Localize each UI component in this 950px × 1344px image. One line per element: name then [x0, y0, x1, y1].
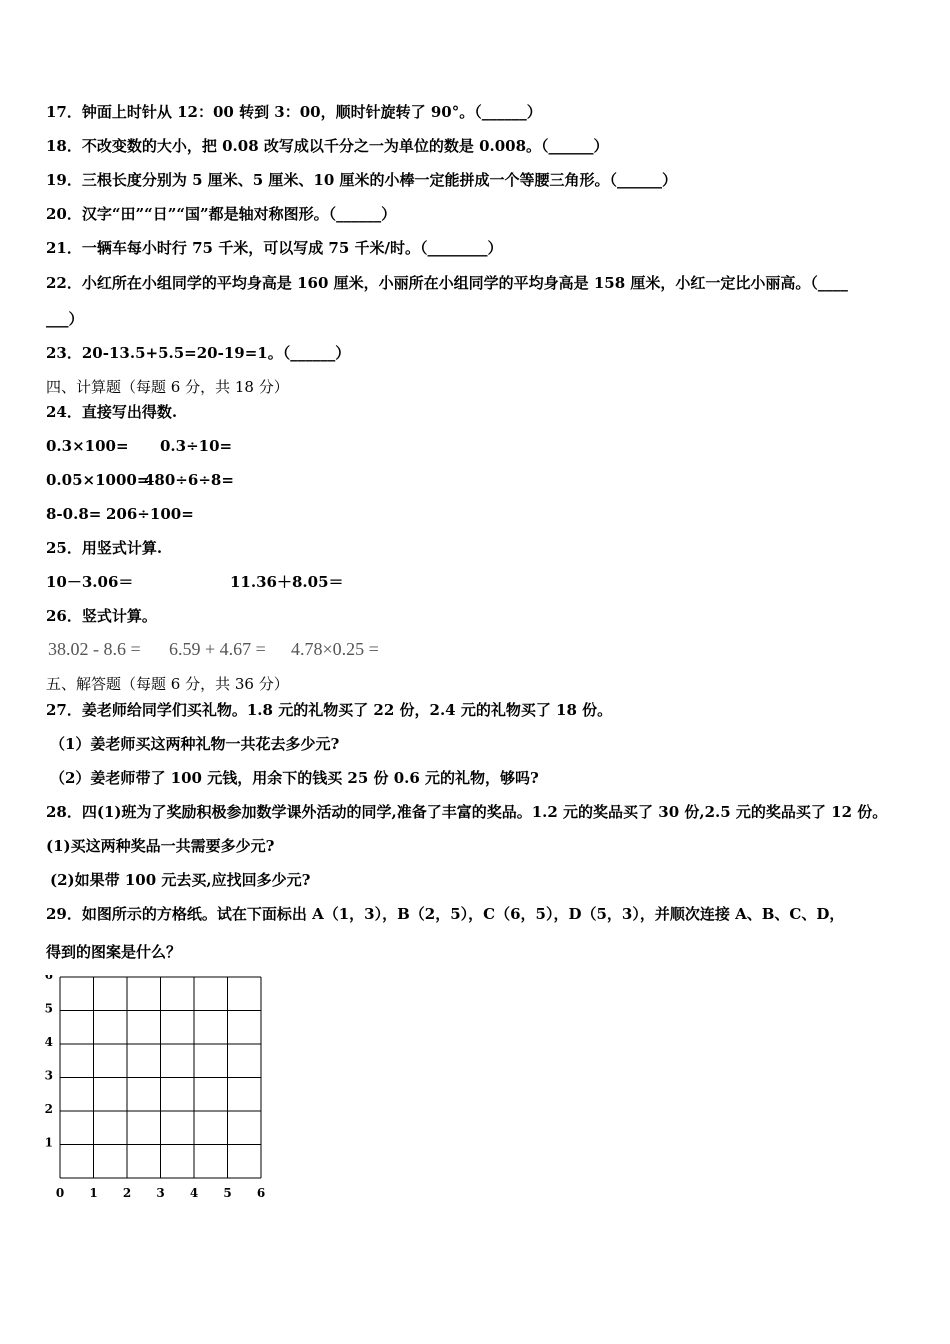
calc-item: 480÷6÷8= [144, 471, 234, 489]
section-5-heading: 五、解答题（每题 6 分，共 36 分） [46, 675, 289, 693]
coordinate-grid [44, 975, 274, 1205]
x-tick-label: 2 [122, 1186, 132, 1200]
x-tick-label: 0 [55, 1186, 65, 1200]
y-tick-label: 5 [44, 1001, 53, 1016]
question-28-part-2: (2)如果带 100 元去买,应找回多少元? [50, 871, 311, 889]
question-18: 18．不改变数的大小，把 0.08 改写成以千分之一为单位的数是 0.008。（______） [46, 137, 609, 155]
question-25: 25．用竖式计算. [46, 539, 163, 557]
question-20: 20．汉字“田”“日”“国”都是轴对称图形。（______） [46, 205, 397, 223]
vertical-calc-item: 10－3.06＝ [46, 573, 134, 591]
x-tick-label: 3 [156, 1186, 165, 1200]
formula-item: 4.78×0.25 = [291, 639, 379, 659]
y-tick-label: 2 [44, 1102, 53, 1116]
question-21: 21．一辆车每小时行 75 千米，可以写成 75 千米/时。（________） [46, 239, 503, 257]
calc-item: 0.3×100= [46, 437, 129, 455]
y-tick-label: 4 [44, 1035, 53, 1049]
question-24: 24．直接写出得数. [46, 403, 178, 421]
question-28-part-1: (1)买这两种奖品一共需要多少元? [46, 837, 275, 855]
y-tick-label: 6 [44, 975, 53, 982]
x-tick-label: 6 [256, 1186, 266, 1200]
y-tick-label: 1 [44, 1135, 53, 1150]
calc-item: 0.3÷10= [160, 437, 233, 455]
question-19: 19．三根长度分别为 5 厘米、5 厘米、10 厘米的小棒一定能拼成一个等腰三角形。（______） [46, 171, 678, 189]
question-27-part-2: （2）姜老师带了 100 元钱，用余下的钱买 25 份 0.6 元的礼物，够吗? [50, 769, 539, 787]
vertical-calc-item: 11.36＋8.05＝ [230, 573, 344, 591]
calc-item: 206÷100= [106, 505, 194, 523]
section-4-heading: 四、计算题（每题 6 分，共 18 分） [46, 378, 289, 396]
question-28: 28．四(1)班为了奖励积极参加数学课外活动的同学,准备了丰富的奖品。1.2 元的奖品买了 30 份,2.5 元的奖品买了 12 份。 [46, 803, 888, 821]
x-tick-label: 5 [223, 1186, 232, 1200]
question-22: 22．小红所在小组同学的平均身高是 160 厘米，小丽所在小组同学的平均身高是 158 厘米，小红一定比小丽高。（____ [46, 274, 848, 292]
question-27: 27．姜老师给同学们买礼物。1.8 元的礼物买了 22 份，2.4 元的礼物买了 18 份。 [46, 701, 613, 719]
formula-item: 6.59 + 4.67 = [169, 639, 266, 659]
question-27-part-1: （1）姜老师买这两种礼物一共花去多少元? [50, 735, 340, 753]
question-22-continued: ___） [46, 310, 84, 328]
formula-item: 38.02 - 8.6 = [48, 639, 141, 659]
calc-item: 0.05×1000= [46, 471, 150, 489]
question-26: 26．竖式计算。 [46, 607, 157, 625]
x-tick-label: 4 [189, 1186, 199, 1200]
x-tick-label: 1 [89, 1186, 98, 1200]
question-17: 17．钟面上时针从 12：00 转到 3：00，顺时针旋转了 90°。（______） [46, 103, 542, 121]
question-23: 23．20-13.5+5.5=20-19=1。（______） [46, 344, 351, 362]
question-29-continued: 得到的图案是什么？ [46, 943, 182, 961]
y-tick-label: 3 [44, 1068, 53, 1083]
calc-item: 8-0.8= [46, 505, 102, 523]
question-29: 29．如图所示的方格纸。试在下面标出 A（1，3），B（2，5），C（6，5），D（5，3），并顺次连接 A、B、C、D， [46, 905, 845, 923]
